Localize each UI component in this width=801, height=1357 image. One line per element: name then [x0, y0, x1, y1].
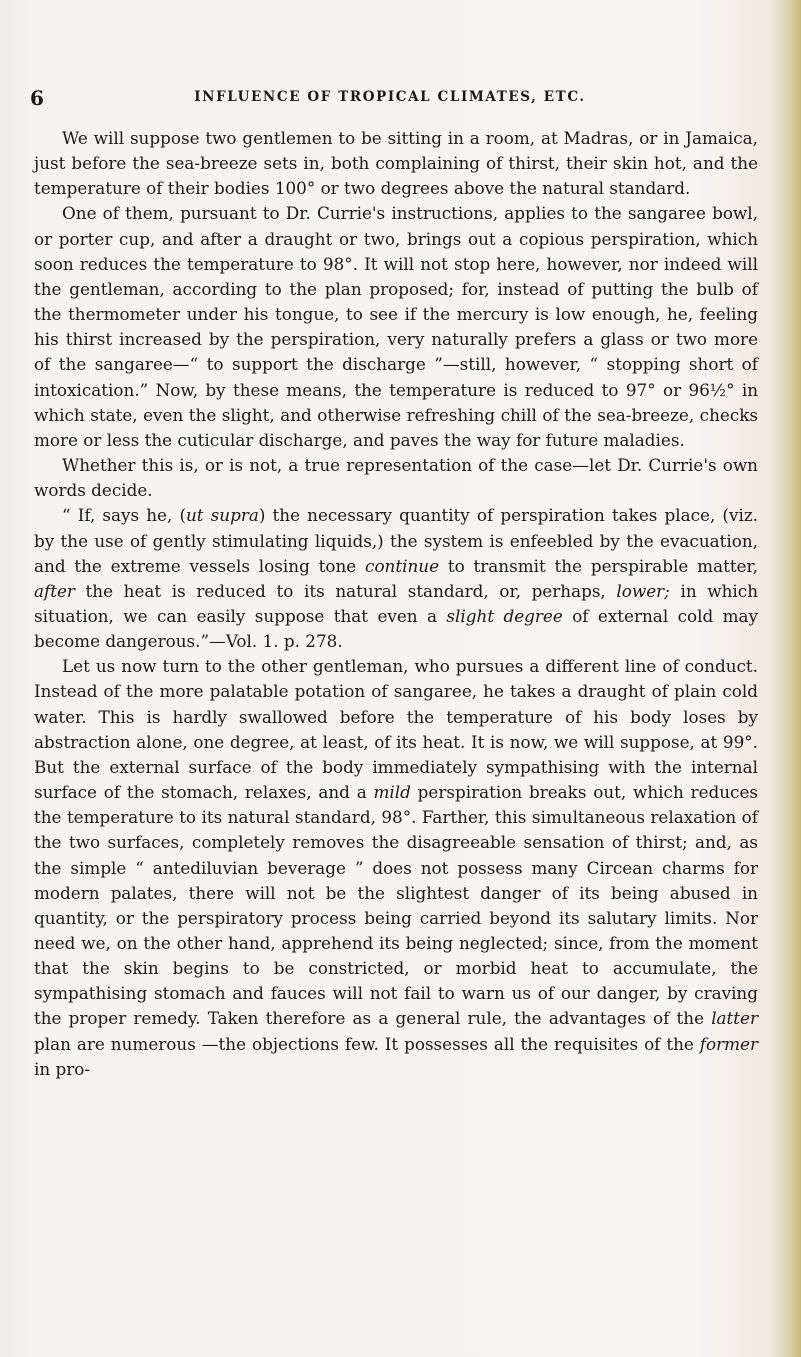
text-run: One of them, pursuant to Dr. Currie's instructions, applies to the sangaree bowl, or porter cup, and after a draught or two, brings out a copious perspiration, which soon reduces the temperature to 98°. It will not stop here, however, nor indeed will the gentleman, according to the plan proposed; for, instead of putting the bulb of the thermometer under his tongue, to see if the mercury is low enough, he, feeling his thirst increased by the perspiration, very naturally prefers a glass or two more of the sangaree—“ to support the discharge ”—still, however, “ stopping short of intoxication.” Now, by these means, the temperature is reduced to 97° or 96½° in which state, even the slight, and otherwise refreshing chill of the sea-breeze, checks more or less the cuticular discharge, and paves the way for future maladies. — [34, 203, 758, 450]
text-run: ) the necessary quantity of perspiration takes place, (viz. by the use of gently stimulating liquids,) the system is enfeebled by the evacuation, and the extreme vessels losing tone — [34, 505, 758, 576]
paragraph — [34, 503, 758, 654]
italic-text: former — [699, 1033, 758, 1054]
italic-text: continue — [365, 555, 440, 576]
paragraph — [34, 201, 758, 453]
text-run: perspiration breaks out, which reduces the temperature to its natural standard, 98°. Farther, this simultaneous relaxation of the two surfaces, completely removes the disagreeable sensation of thirst; and, as the simple “ antediluvian beverage ” does not possess many Circean charms for modern palates, there will not be the slightest danger of its being abused in quantity, or the perspiratory process being carried beyond its salutary limits. Nor need we, on the other hand, apprehend its being neglected; since, from the moment that the skin begins to be constricted, or morbid heat to accumulate, the sympathising stomach and fauces will not fail to warn us of our danger, by craving the proper remedy. Taken therefore as a general rule, the advantages of the — [34, 782, 758, 1029]
text-run: to transmit the perspirable matter, — [439, 555, 759, 576]
text-run: Whether this is, or is not, a true representation of the case—let Dr. Currie's own words decide. — [34, 455, 758, 501]
italic-text: ut supra — [186, 505, 259, 526]
page-number: 6 — [30, 86, 44, 110]
paragraph — [34, 126, 758, 201]
text-run: the heat is reduced to its natural standard, or, perhaps, — [74, 580, 617, 601]
running-title: INFLUENCE OF TROPICAL CLIMATES, ETC. — [194, 89, 586, 105]
italic-text: mild — [373, 782, 411, 803]
text-run: Let us now turn to the other gentleman, who pursues a different line of conduct. Instead of the more palatable potation of sangaree, he takes a draught of plain cold water. This is hardly swallowed before the temperature of his body loses by abstraction alone, one degree, at least, of its heat. It is now, we will suppose, at 99°. But the external surface of the body immediately sympathising with the internal surface of the stomach, relaxes, and a — [34, 656, 758, 803]
paragraph — [34, 654, 758, 1082]
body-text — [34, 126, 758, 1082]
italic-text: after — [34, 580, 75, 601]
italic-text: slight degree — [446, 605, 563, 626]
text-run: plan are numerous —the objections few. It possesses all the requisites of the — [34, 1033, 700, 1054]
text-run: of external cold may become dangerous.”—Vol. 1. p. 278. — [34, 605, 759, 652]
text-run: in which situation, we can easily suppose that even a — [34, 580, 758, 626]
paragraph — [34, 453, 758, 503]
italic-text: latter — [711, 1008, 758, 1029]
italic-text: lower; — [616, 580, 670, 601]
text-run: in pro- — [34, 1058, 91, 1079]
running-head — [30, 86, 750, 112]
text-run: We will suppose two gentlemen to be sitting in a room, at Madras, or in Jamaica, just before the sea-breeze sets in, both complaining of thirst, their skin hot, and the temperature of their bodies 100° or two degrees above the natural standard. — [34, 128, 758, 199]
text-run: “ If, says he, ( — [62, 505, 186, 526]
